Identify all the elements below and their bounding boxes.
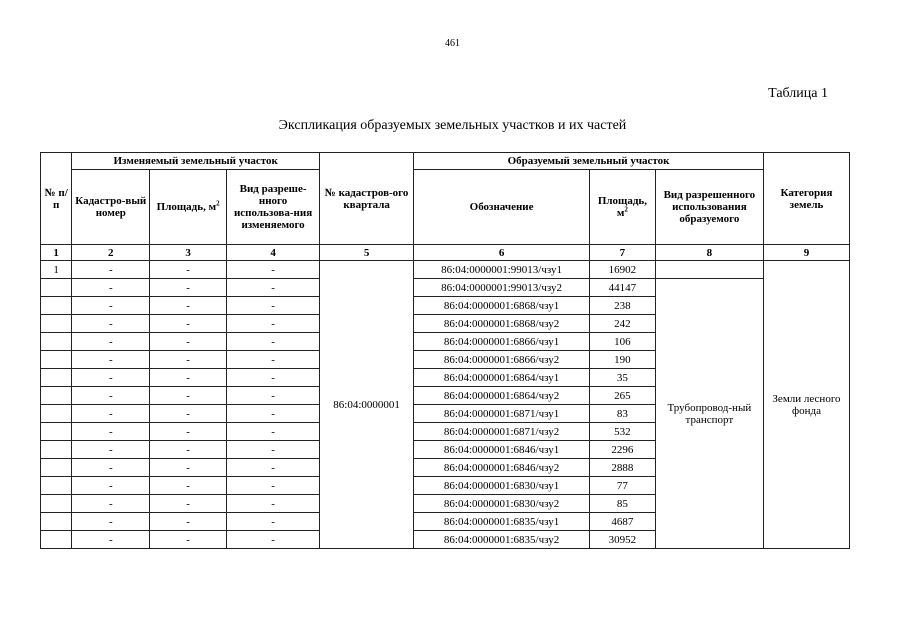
area-formed-cell: 85 — [590, 495, 656, 513]
permitted-use-changed-cell: - — [227, 333, 320, 351]
area-formed-cell: 77 — [590, 477, 656, 495]
permitted-use-changed-cell: - — [227, 513, 320, 531]
designation-cell: 86:04:0000001:6835/чзу2 — [414, 531, 590, 549]
permitted-use-formed-cell: Трубопровод-ный транспорт — [655, 279, 763, 549]
cadastral-number-cell: - — [72, 387, 150, 405]
area-formed-cell: 190 — [590, 351, 656, 369]
designation-cell: 86:04:0000001:99013/чзу1 — [414, 261, 590, 279]
cadastral-number-cell: - — [72, 369, 150, 387]
row-number-cell — [41, 477, 72, 495]
column-number: 7 — [590, 245, 656, 261]
cadastral-number-cell: - — [72, 513, 150, 531]
area-formed-cell: 2296 — [590, 441, 656, 459]
area-changed-cell: - — [150, 315, 227, 333]
cadastral-number-cell: - — [72, 495, 150, 513]
designation-cell: 86:04:0000001:6868/чзу1 — [414, 297, 590, 315]
table-title: Экспликация образуемых земельных участков и их частей — [278, 118, 627, 133]
permitted-use-changed-cell: - — [227, 423, 320, 441]
area-changed-cell: - — [150, 261, 227, 279]
permitted-use-changed-cell: - — [227, 441, 320, 459]
area-formed-cell: 30952 — [590, 531, 656, 549]
permitted-use-changed-cell: - — [227, 459, 320, 477]
permitted-use-changed-cell: - — [227, 369, 320, 387]
explication-table — [40, 152, 850, 549]
designation-cell: 86:04:0000001:6871/чзу1 — [414, 405, 590, 423]
permitted-use-changed-cell: - — [227, 297, 320, 315]
permitted-use-changed-cell: - — [227, 477, 320, 495]
column-number-row — [41, 245, 850, 261]
header-changed-group: Изменяемый земельный участок — [72, 153, 320, 170]
row-number-cell — [41, 387, 72, 405]
column-number: 4 — [227, 245, 320, 261]
area-formed-cell: 83 — [590, 405, 656, 423]
column-number: 5 — [320, 245, 414, 261]
area-changed-cell: - — [150, 405, 227, 423]
cadastral-number-cell: - — [72, 315, 150, 333]
cadastral-number-cell: - — [72, 459, 150, 477]
designation-cell: 86:04:0000001:6866/чзу2 — [414, 351, 590, 369]
permitted-use-changed-cell: - — [227, 279, 320, 297]
table-label: Таблица 1 — [768, 86, 828, 101]
column-number: 2 — [72, 245, 150, 261]
area-formed-cell: 16902 — [590, 261, 656, 279]
area-changed-cell: - — [150, 387, 227, 405]
area-formed-cell: 35 — [590, 369, 656, 387]
cadastral-number-cell: - — [72, 531, 150, 549]
designation-cell: 86:04:0000001:6864/чзу1 — [414, 369, 590, 387]
land-category-cell: Земли лесного фонда — [763, 261, 849, 549]
column-number: 1 — [41, 245, 72, 261]
cadastral-number-cell: - — [72, 423, 150, 441]
area-formed-cell: 242 — [590, 315, 656, 333]
area-changed-cell: - — [150, 459, 227, 477]
area-changed-cell: - — [150, 351, 227, 369]
cadastral-number-cell: - — [72, 351, 150, 369]
permitted-use-changed-cell: - — [227, 315, 320, 333]
permitted-use-changed-cell: - — [227, 405, 320, 423]
header-area-changed-label: Площадь, м — [156, 201, 217, 213]
area-changed-cell: - — [150, 369, 227, 387]
area-changed-cell: - — [150, 423, 227, 441]
area-formed-cell: 532 — [590, 423, 656, 441]
designation-cell: 86:04:0000001:6864/чзу2 — [414, 387, 590, 405]
column-number: 3 — [150, 245, 227, 261]
cadastral-number-cell: - — [72, 279, 150, 297]
column-number: 8 — [655, 245, 763, 261]
cadastral-number-cell: - — [72, 405, 150, 423]
permitted-use-changed-cell: - — [227, 351, 320, 369]
area-changed-cell: - — [150, 513, 227, 531]
page-number: 461 — [445, 38, 460, 49]
area-changed-cell: - — [150, 477, 227, 495]
row-number-cell — [41, 405, 72, 423]
cadastral-number-cell: - — [72, 477, 150, 495]
area-changed-cell: - — [150, 297, 227, 315]
designation-cell: 86:04:0000001:6866/чзу1 — [414, 333, 590, 351]
header-area-changed — [150, 170, 227, 245]
row-number-cell — [41, 297, 72, 315]
area-changed-cell: - — [150, 531, 227, 549]
header-land-category: Категория земель — [763, 153, 849, 245]
row-number-cell: 1 — [41, 261, 72, 279]
permitted-use-changed-cell: - — [227, 495, 320, 513]
row-number-cell — [41, 441, 72, 459]
header-permitted-use-changed: Вид разреше-нного использова-ния изменяемого — [227, 170, 320, 245]
area-changed-cell: - — [150, 441, 227, 459]
designation-cell: 86:04:0000001:6835/чзу1 — [414, 513, 590, 531]
row-number-cell — [41, 333, 72, 351]
designation-cell: 86:04:0000001:6846/чзу2 — [414, 459, 590, 477]
row-number-cell — [41, 279, 72, 297]
row-number-cell — [41, 315, 72, 333]
area-formed-cell: 44147 — [590, 279, 656, 297]
designation-cell: 86:04:0000001:6871/чзу2 — [414, 423, 590, 441]
row-number-cell — [41, 459, 72, 477]
row-number-cell — [41, 351, 72, 369]
row-number-cell — [41, 531, 72, 549]
row-number-cell — [41, 423, 72, 441]
header-designation: Обозначение — [414, 170, 590, 245]
area-formed-cell: 2888 — [590, 459, 656, 477]
header-area-formed-label: Площадь, м — [597, 195, 647, 219]
row-number-cell — [41, 369, 72, 387]
area-unit-superscript: 2 — [216, 199, 220, 208]
header-area-formed — [590, 170, 656, 245]
quarter-cell: 86:04:0000001 — [320, 261, 414, 549]
table-row — [41, 279, 850, 297]
permitted-use-changed-cell: - — [227, 531, 320, 549]
permitted-use-changed-cell: - — [227, 387, 320, 405]
header-formed-group: Образуемый земельный участок — [414, 153, 764, 170]
header-quarter: № кадастров-ого квартала — [320, 153, 414, 245]
designation-cell: 86:04:0000001:99013/чзу2 — [414, 279, 590, 297]
cadastral-number-cell: - — [72, 333, 150, 351]
permitted-use-changed-cell: - — [227, 261, 320, 279]
cadastral-number-cell: - — [72, 441, 150, 459]
designation-cell: 86:04:0000001:6830/чзу1 — [414, 477, 590, 495]
area-formed-cell: 238 — [590, 297, 656, 315]
header-cadastral-number: Кадастро-вый номер — [72, 170, 150, 245]
table-row — [41, 261, 850, 279]
row-number-cell — [41, 495, 72, 513]
designation-cell: 86:04:0000001:6830/чзу2 — [414, 495, 590, 513]
permitted-use-formed-cell — [655, 261, 763, 279]
cadastral-number-cell: - — [72, 297, 150, 315]
area-unit-superscript: 2 — [624, 205, 628, 214]
column-number: 9 — [763, 245, 849, 261]
column-number: 6 — [414, 245, 590, 261]
area-changed-cell: - — [150, 279, 227, 297]
area-changed-cell: - — [150, 495, 227, 513]
header-permitted-use-formed: Вид разрешенного использования образуемого — [655, 170, 763, 245]
area-formed-cell: 265 — [590, 387, 656, 405]
designation-cell: 86:04:0000001:6868/чзу2 — [414, 315, 590, 333]
table-body — [41, 261, 850, 549]
area-changed-cell: - — [150, 333, 227, 351]
area-formed-cell: 4687 — [590, 513, 656, 531]
cadastral-number-cell: - — [72, 261, 150, 279]
row-number-cell — [41, 513, 72, 531]
designation-cell: 86:04:0000001:6846/чзу1 — [414, 441, 590, 459]
header-num: № п/п — [41, 153, 72, 245]
area-formed-cell: 106 — [590, 333, 656, 351]
